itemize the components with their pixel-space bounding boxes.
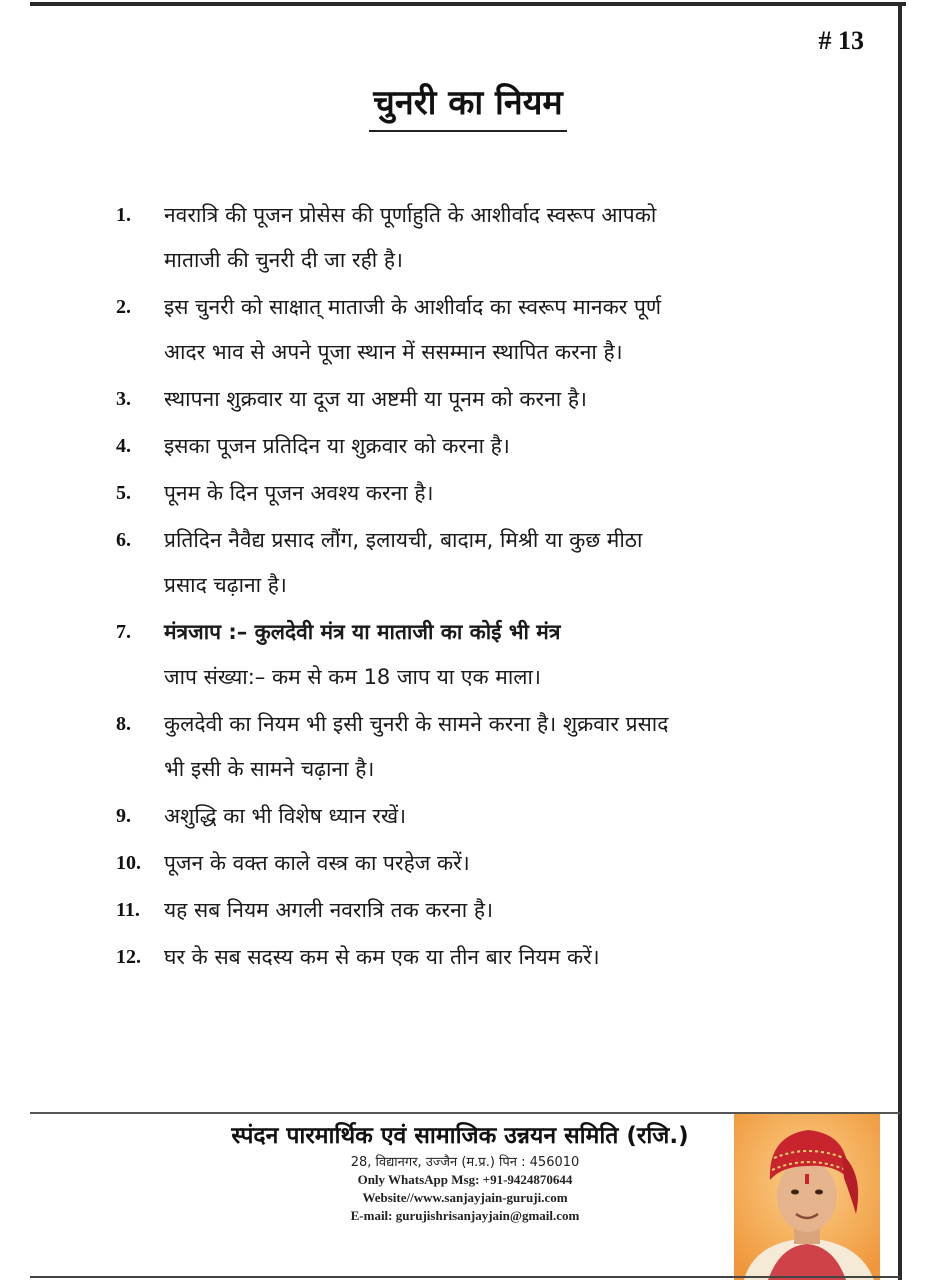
rule-line: भी इसी के सामने चढ़ाना है। (164, 757, 375, 781)
email-link[interactable]: E-mail: gurujishrisanjayjain@gmail.com (350, 1208, 580, 1223)
rule-number: 2. (116, 296, 131, 318)
rule-item-8 (116, 702, 828, 792)
rule-text: घर के सब सदस्य कम से कम एक या तीन बार नियम करें। (164, 945, 600, 969)
rule-item-3 (116, 377, 828, 422)
rule-number: 7. (116, 621, 131, 643)
rule-line: जाप संख्या:– कम से कम 18 जाप या एक माला। (164, 665, 541, 689)
rule-number: 3. (116, 388, 131, 410)
rule-text: यह सब नियम अगली नवरात्रि तक करना है। (164, 898, 494, 922)
rule-line: कुलदेवी का नियम भी इसी चुनरी के सामने करना है। शुक्रवार प्रसाद (164, 712, 669, 736)
rule-text: पूनम के दिन पूजन अवश्य करना है। (164, 481, 434, 505)
rule-line: नवरात्रि की पूजन प्रोसेस की पूर्णाहुति के आशीर्वाद स्वरूप आपको (164, 203, 657, 227)
rule-text (164, 518, 828, 608)
rules-list (116, 193, 828, 982)
rule-number: 6. (116, 529, 131, 551)
rule-number: 12. (116, 946, 141, 968)
rule-text: इसका पूजन प्रतिदिन या शुक्रवार को करना है। (164, 434, 510, 458)
organization-name: स्पंदन पारमार्थिक एवं सामाजिक उन्नयन समिति (रजि.) (231, 1123, 689, 1149)
rule-item-11 (116, 888, 828, 933)
rule-number: 5. (116, 482, 131, 504)
rule-number: 1. (116, 204, 131, 226)
top-border (30, 2, 906, 6)
page-title-wrapper (0, 78, 936, 132)
rule-item-5 (116, 471, 828, 516)
address: 28, विद्यानगर, उज्जैन (म.प्र.) पिन : 456010 (350, 1155, 580, 1170)
rule-number: 10. (116, 852, 141, 874)
rule-line: प्रसाद चढ़ाना है। (164, 573, 287, 597)
rule-line: माताजी की चुनरी दी जा रही है। (164, 248, 403, 272)
whatsapp-contact: Only WhatsApp Msg: +91-9424870644 (357, 1172, 573, 1187)
rule-item-12 (116, 935, 828, 980)
rule-item-10 (116, 841, 828, 886)
rule-item-4 (116, 424, 828, 469)
bottom-border (30, 1276, 900, 1278)
rule-number: 9. (116, 805, 131, 827)
rule-text (164, 610, 828, 700)
rule-item-2 (116, 285, 828, 375)
rule-item-6 (116, 518, 828, 608)
mantra-heading: मंत्रजाप :– कुलदेवी मंत्र या माताजी का कोई भी मंत्र (164, 620, 561, 644)
rule-item-9 (116, 794, 828, 839)
page-title: चुनरी का नियम (369, 78, 567, 132)
rule-text (164, 702, 828, 792)
rule-line: इस चुनरी को साक्षात् माताजी के आशीर्वाद का स्वरूप मानकर पूर्ण (164, 295, 662, 319)
rule-item-1 (116, 193, 828, 283)
rule-text: अशुद्धि का भी विशेष ध्यान रखें। (164, 804, 407, 828)
rule-number: 11. (116, 899, 140, 921)
right-border (898, 2, 902, 1280)
guru-portrait-photo (734, 1114, 880, 1280)
rule-line: प्रतिदिन नैवैद्य प्रसाद लौंग, इलायची, बादाम, मिश्री या कुछ मीठा (164, 528, 643, 552)
rule-item-7 (116, 610, 828, 700)
rule-number: 4. (116, 435, 131, 457)
rule-number: 8. (116, 713, 131, 735)
rule-text (164, 193, 828, 283)
rule-text: पूजन के वक्त काले वस्त्र का परहेज करें। (164, 851, 470, 875)
website-link[interactable]: Website//www.sanjayjain-guruji.com (362, 1190, 568, 1205)
page-number: # 13 (818, 26, 864, 55)
rule-line: आदर भाव से अपने पूजा स्थान में ससम्मान स्थापित करना है। (164, 340, 623, 364)
rule-text: स्थापना शुक्रवार या दूज या अष्टमी या पूनम को करना है। (164, 387, 588, 411)
rule-text (164, 285, 828, 375)
